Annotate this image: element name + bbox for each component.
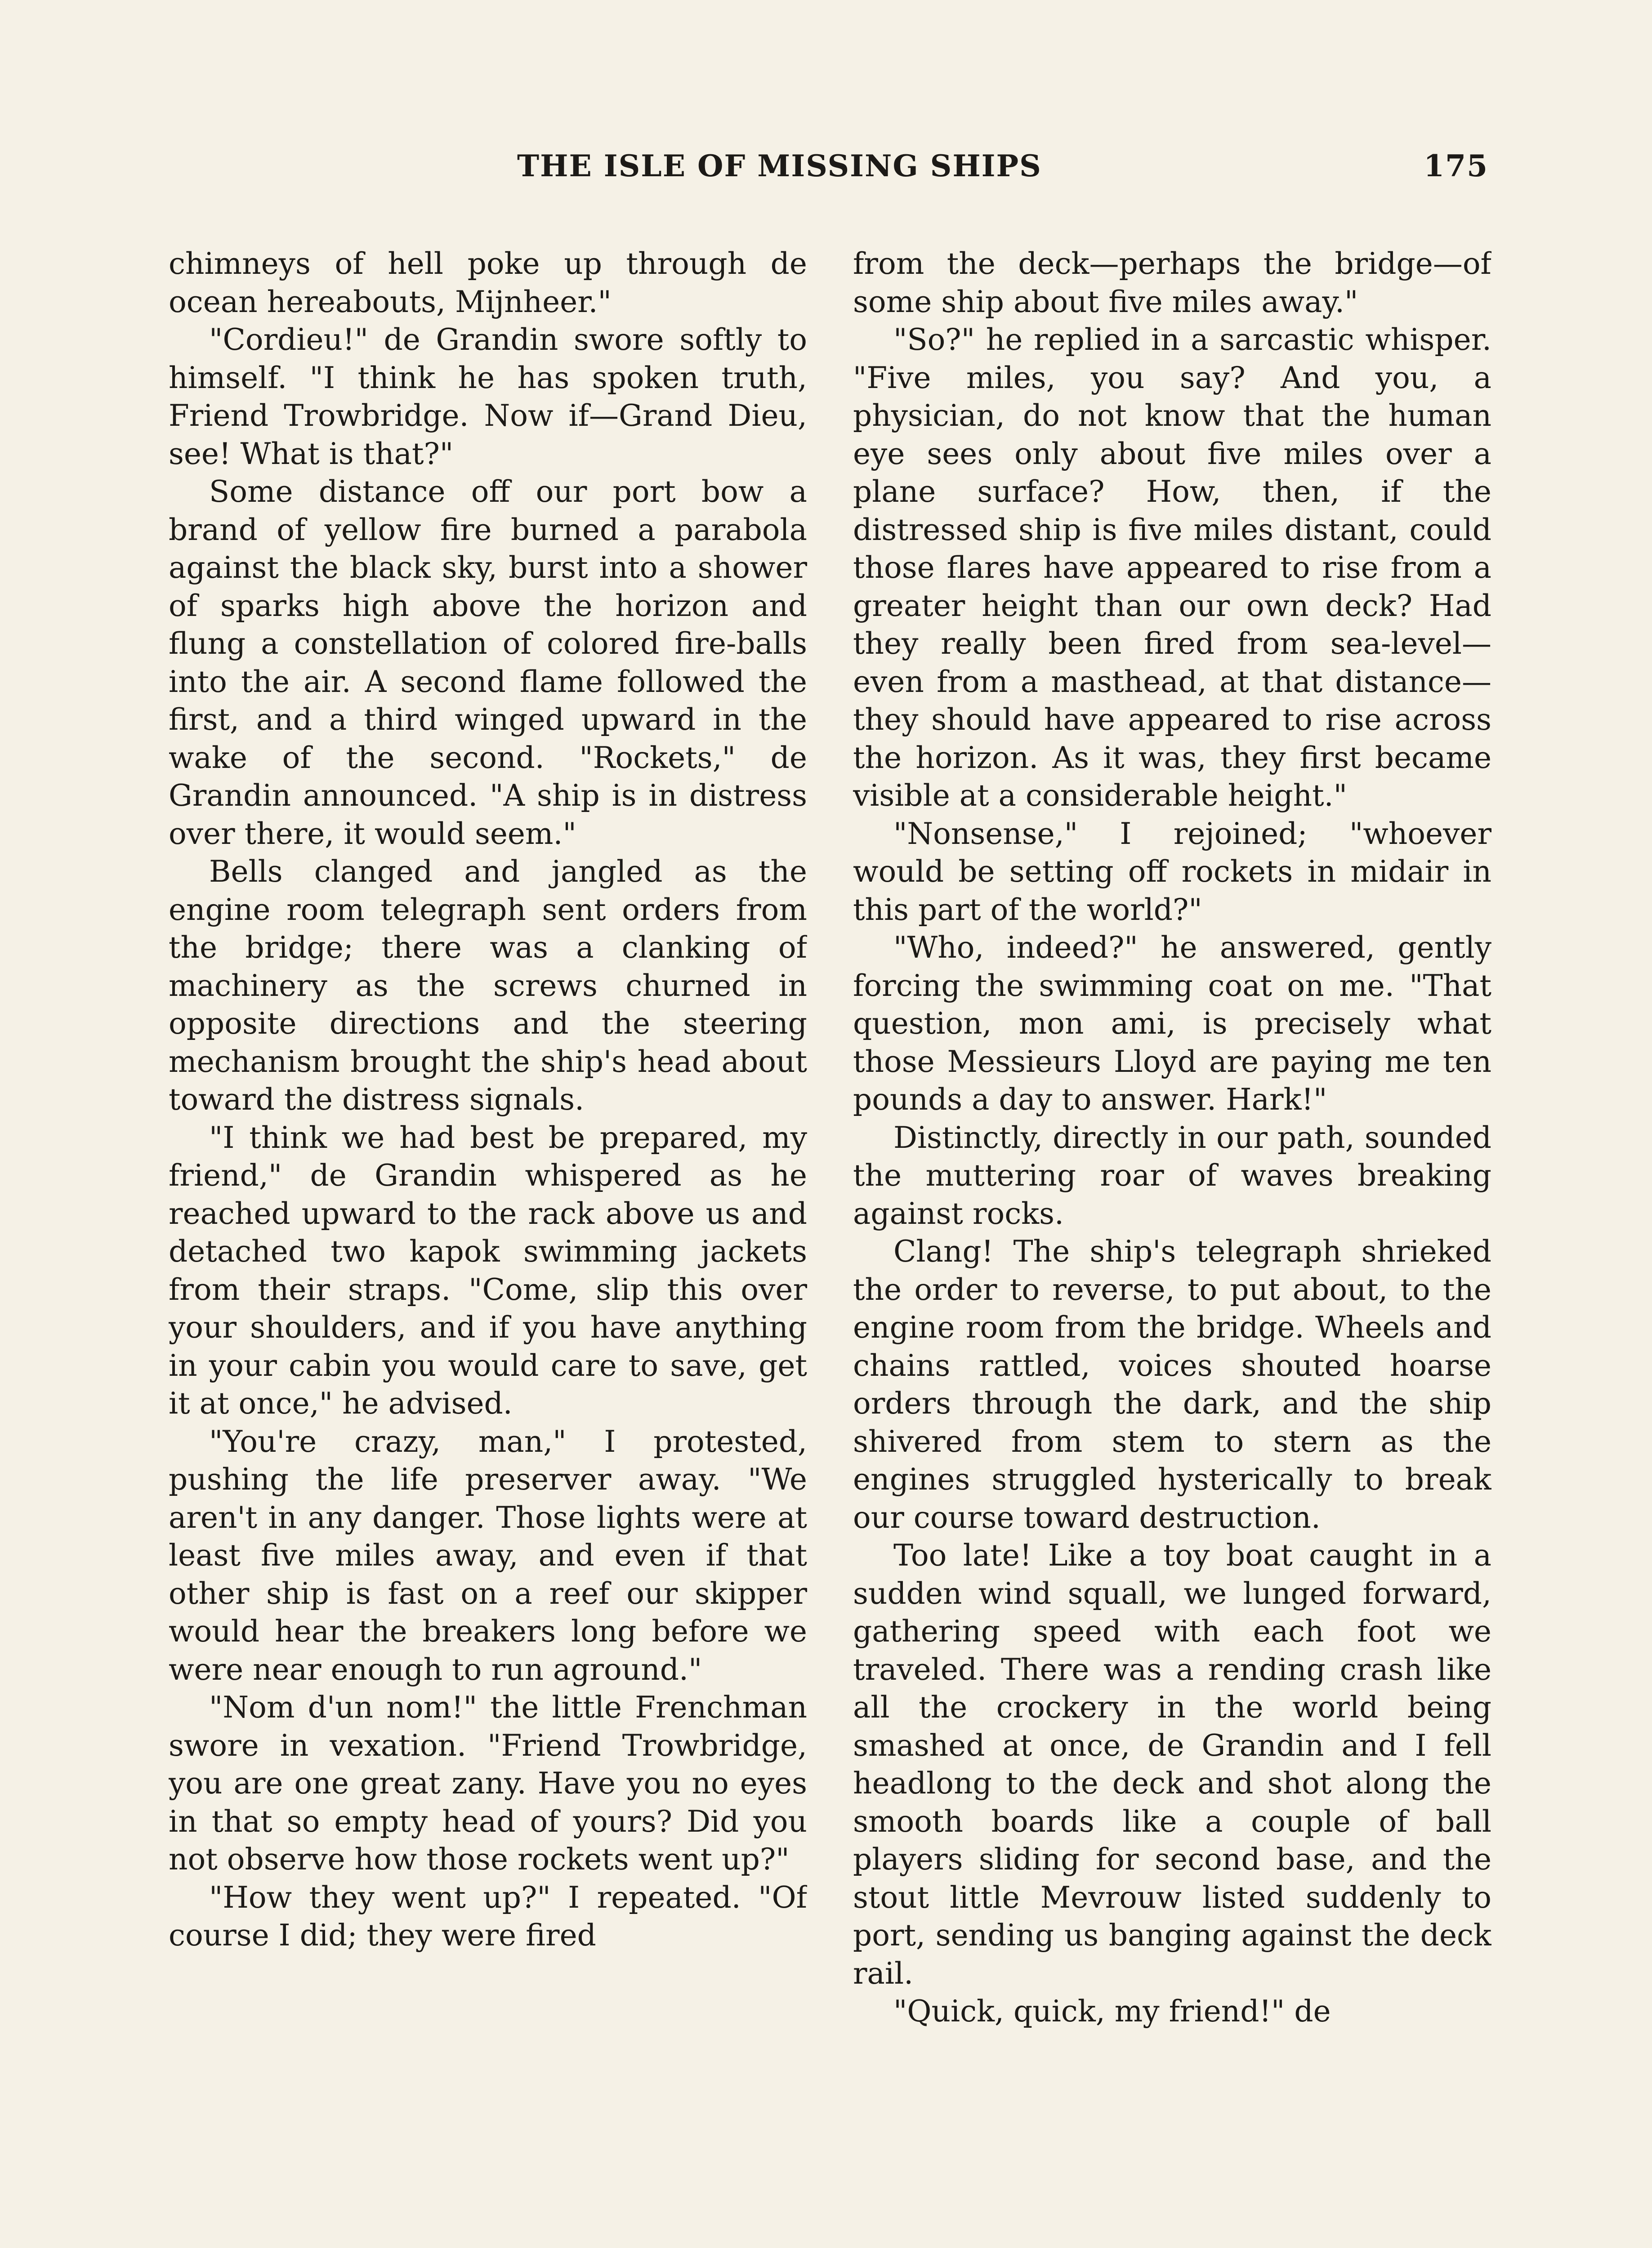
paragraph: "You're crazy, man," I protested, pushing the life preserver away. "We aren't in any danger. Those lights were at least five miles away, and even if that other ship is fast on a reef our skipper would hear the breakers long before we were near enough to run aground." xyxy=(169,1424,807,1687)
paragraph: Bells clanged and jangled as the engine room telegraph sent orders from the bridge; there was a clanking of machinery as the screws churned in opposite directions and the steering mechanism brought the ship's head about toward the distress signals. xyxy=(169,854,807,1117)
paragraph: Some distance off our port bow a brand of yellow fire burned a parabola against the black sky, burst into a shower of sparks high above the horizon and flung a constellation of colored fire-balls into the air. A second flame followed the first, and a third winged upward in the wake of the second. "Rockets," de Grandin announced. "A ship is in distress over there, it would seem." xyxy=(169,474,807,851)
paragraph: Too late! Like a toy boat caught in a sudden wind squall, we lunged forward, gathering speed with each foot we traveled. There was a rending crash like all the crockery in the world being smashed at once, de Grandin and I fell headlong to the deck and shot along the smooth boards like a couple of ball players sliding for second base, and the stout little Mevrouw listed suddenly to port, sending us banging against the deck rail. xyxy=(853,1538,1491,1991)
paragraph: "I think we had best be prepared, my friend," de Grandin whispered as he reached upward to the rack above us and detached two kapok swimming jackets from their straps. "Come, slip this over your shoulders, and if you have anything in your cabin you would care to save, get it at once," he advised. xyxy=(169,1120,807,1421)
paragraph: "Nom d'un nom!" the little Frenchman swore in vexation. "Friend Trowbridge, you are one great zany. Have you no eyes in that so empty head of yours? Did you not observe how those rockets went up?" xyxy=(169,1690,807,1877)
paragraph: Distinctly, directly in our path, sounded the muttering roar of waves breaking against rocks. xyxy=(853,1120,1491,1231)
paragraph: "Nonsense," I rejoined; "whoever would be setting off rockets in midair in this part of the world?" xyxy=(853,816,1491,927)
left-column xyxy=(169,245,807,2248)
paragraph: from the deck—perhaps the bridge—of some ship about five miles away." xyxy=(853,246,1491,319)
right-column xyxy=(853,245,1491,2248)
paragraph: "Who, indeed?" he answered, gently forcing the swimming coat on me. "That question, mon ami, is precisely what those Messieurs Lloyd are paying me ten pounds a day to answer. Hark!" xyxy=(853,930,1491,1117)
paragraph: Clang! The ship's telegraph shrieked the order to reverse, to put about, to the engine room from the bridge. Wheels and chains rattled, voices shouted hoarse orders through the dark, and the ship shivered from stem to stern as the engines struggled hysterically to break our course toward destruction. xyxy=(853,1234,1491,1535)
paragraph: "Quick, quick, my friend!" de xyxy=(893,1994,1331,2029)
paragraph: chimneys of hell poke up through de ocean hereabouts, Mijnheer." xyxy=(169,246,807,319)
paragraph: "How they went up?" I repeated. "Of course I did; they were fired xyxy=(169,1880,807,1953)
page-header xyxy=(517,148,1506,198)
paragraph: "So?" he replied in a sarcastic whisper. "Five miles, you say? And you, a physician, do not know that the human eye sees only about five miles over a plane surface? How, then, if the distressed ship is five miles distant, could those flares have appeared to rise from a greater height than our own deck? Had they really been fired from sea-level—even from a masthead, at that distance—they should have appeared to rise across the horizon. As it was, they first became visible at a considerable height." xyxy=(853,322,1491,813)
paragraph: "Cordieu!" de Grandin swore softly to himself. "I think he has spoken truth, Friend Trowbridge. Now if—Grand Dieu, see! What is that?" xyxy=(169,322,807,471)
running-head: THE ISLE OF MISSING SHIPS xyxy=(517,148,1042,183)
page-number: 175 xyxy=(1424,148,1488,183)
